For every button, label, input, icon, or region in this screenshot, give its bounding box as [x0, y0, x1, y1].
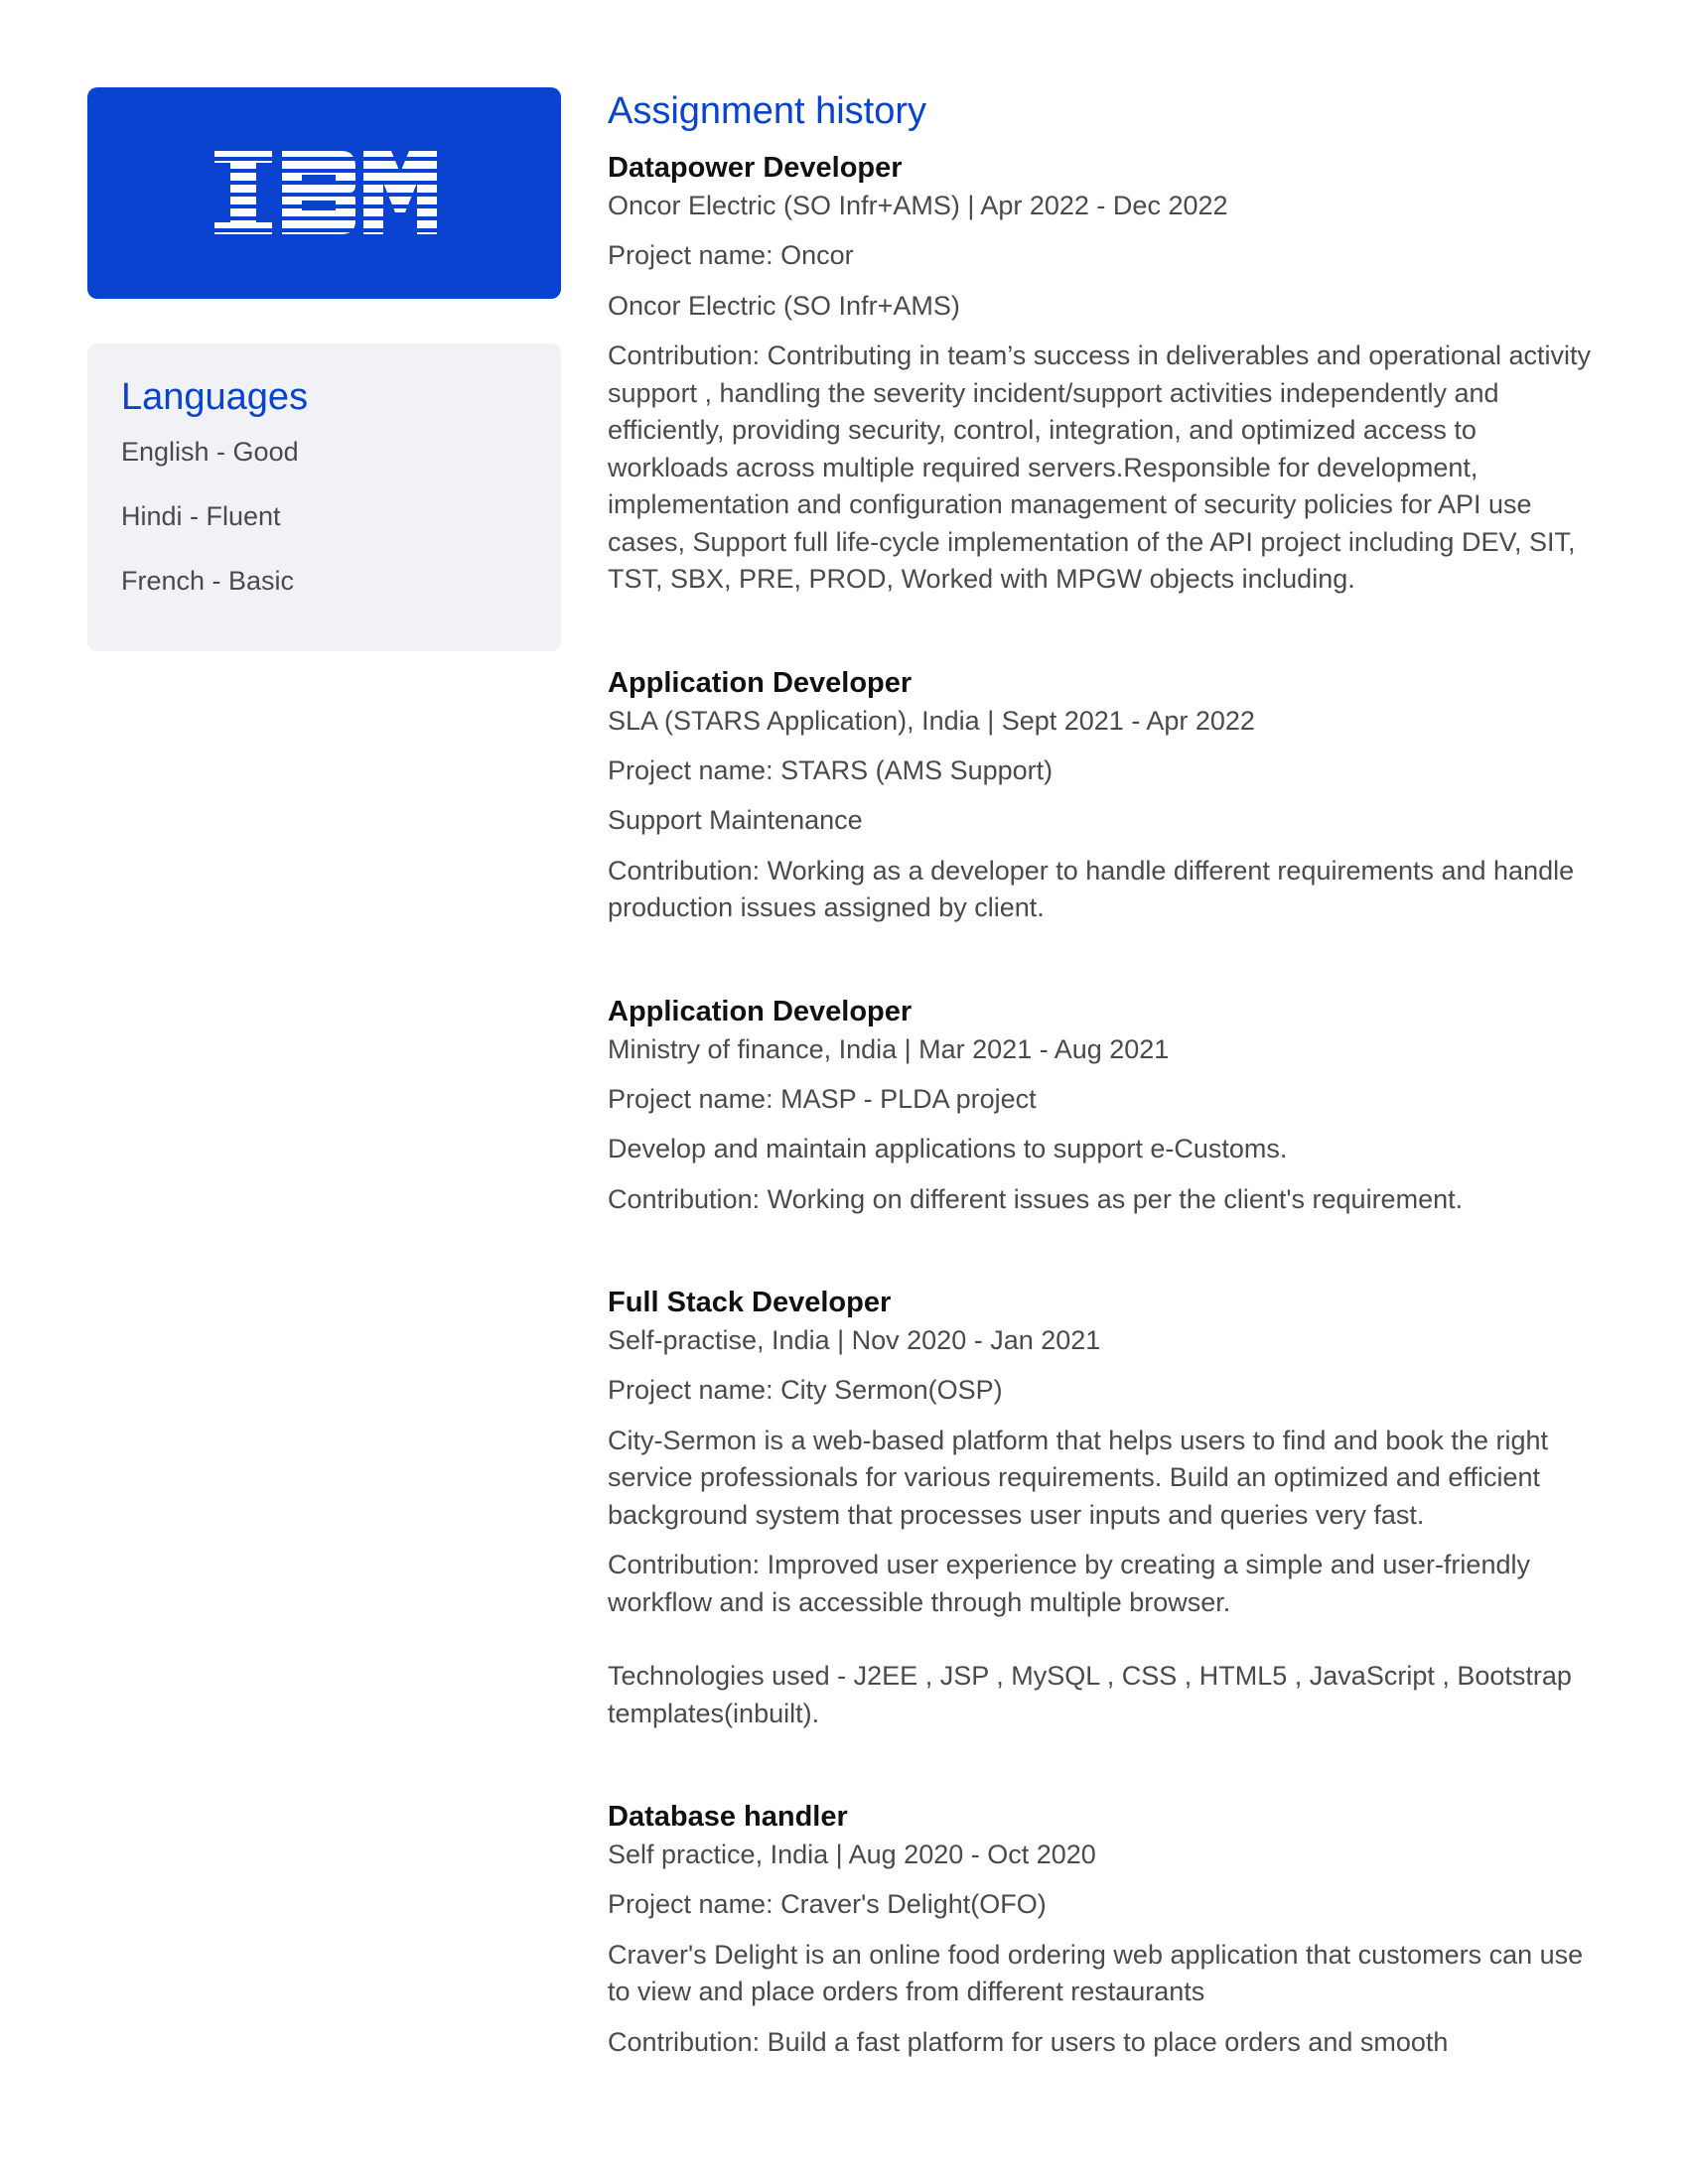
role-meta: Self practice, India | Aug 2020 - Oct 2020: [608, 1840, 1096, 1869]
role-meta: Self-practise, India | Nov 2020 - Jan 2021: [608, 1325, 1101, 1355]
assignment-entry: [608, 993, 1601, 1219]
assignment-entry: [608, 1284, 1601, 1732]
project-name: Project name: STARS (AMS Support): [608, 754, 1054, 785]
languages-title: Languages: [121, 376, 309, 418]
assignment-history-title: Assignment history: [608, 90, 927, 132]
contribution: Contribution: Working on different issues as per the client's requirement.: [608, 1183, 1464, 1214]
role-title: Application Developer: [608, 995, 913, 1027]
language-item: French - Basic: [121, 566, 295, 596]
contribution: Contribution: Contributing in team’s success in deliverables and operational activity support , handling the severity incident/support activities independently and efficiently, providing security, control, integration, and optimized access to workloads across multiple required servers.Responsible for development, implementation and configuration management of security policies for API use cases, Support full life-cycle implementation of the API project including DEV, SIT, TST, SBX, PRE, PROD, Worked with MPGW objects including.: [608, 341, 1592, 594]
project-name: Project name: City Sermon(OSP): [608, 1375, 1003, 1405]
project-name: Project name: MASP - PLDA project: [608, 1083, 1037, 1114]
language-item: English - Good: [121, 437, 299, 467]
language-item: Hindi - Fluent: [121, 501, 281, 531]
role-meta: SLA (STARS Application), India | Sept 2021 - Apr 2022: [608, 705, 1255, 736]
technologies-used: Technologies used - J2EE , JSP , MySQL , CSS , HTML5 , JavaScript , Bootstrap templates(inbuilt).: [608, 1661, 1572, 1728]
languages-panel: [87, 343, 561, 651]
sidebar: [87, 87, 561, 651]
assignment-entry: [608, 664, 1601, 927]
assignment-history: [608, 87, 1601, 2126]
project-description: Oncor Electric (SO Infr+AMS): [608, 290, 960, 321]
project-description: Develop and maintain applications to support e-Customs.: [608, 1134, 1288, 1163]
project-description: Support Maintenance: [608, 805, 863, 835]
role-meta: Ministry of finance, India | Mar 2021 - Aug 2021: [608, 1033, 1170, 1064]
project-description: Craver's Delight is an online food ordering web application that customers can use to view and place orders from different restaurants: [608, 1939, 1584, 2006]
assignment-entry: [608, 1798, 1601, 2061]
project-name: Project name: Oncor: [608, 240, 854, 270]
project-name: Project name: Craver's Delight(OFO): [608, 1889, 1047, 1919]
contribution: Contribution: Working as a developer to handle different requirements and handle production issues assigned by client.: [608, 855, 1575, 922]
contribution: Contribution: Improved user experience by creating a simple and user-friendly workflow and is accessible through multiple browser.: [608, 1550, 1530, 1617]
assignment-entry: [608, 149, 1601, 599]
role-title: Datapower Developer: [608, 152, 903, 184]
project-description: City-Sermon is a web-based platform that helps users to find and book the right service professionals for various requirements. Build an optimized and efficient background system that processes user inputs and queries very fast.: [608, 1425, 1548, 1530]
role-title: Full Stack Developer: [608, 1287, 892, 1318]
role-meta: Oncor Electric (SO Infr+AMS) | Apr 2022 - Dec 2022: [608, 191, 1228, 220]
role-title: Application Developer: [608, 666, 913, 699]
ibm-logo-card: [87, 87, 561, 299]
role-title: Database handler: [608, 1801, 848, 1833]
contribution: Contribution: Build a fast platform for users to place orders and smooth: [608, 2026, 1449, 2057]
ibm-logo-icon: [211, 149, 439, 238]
